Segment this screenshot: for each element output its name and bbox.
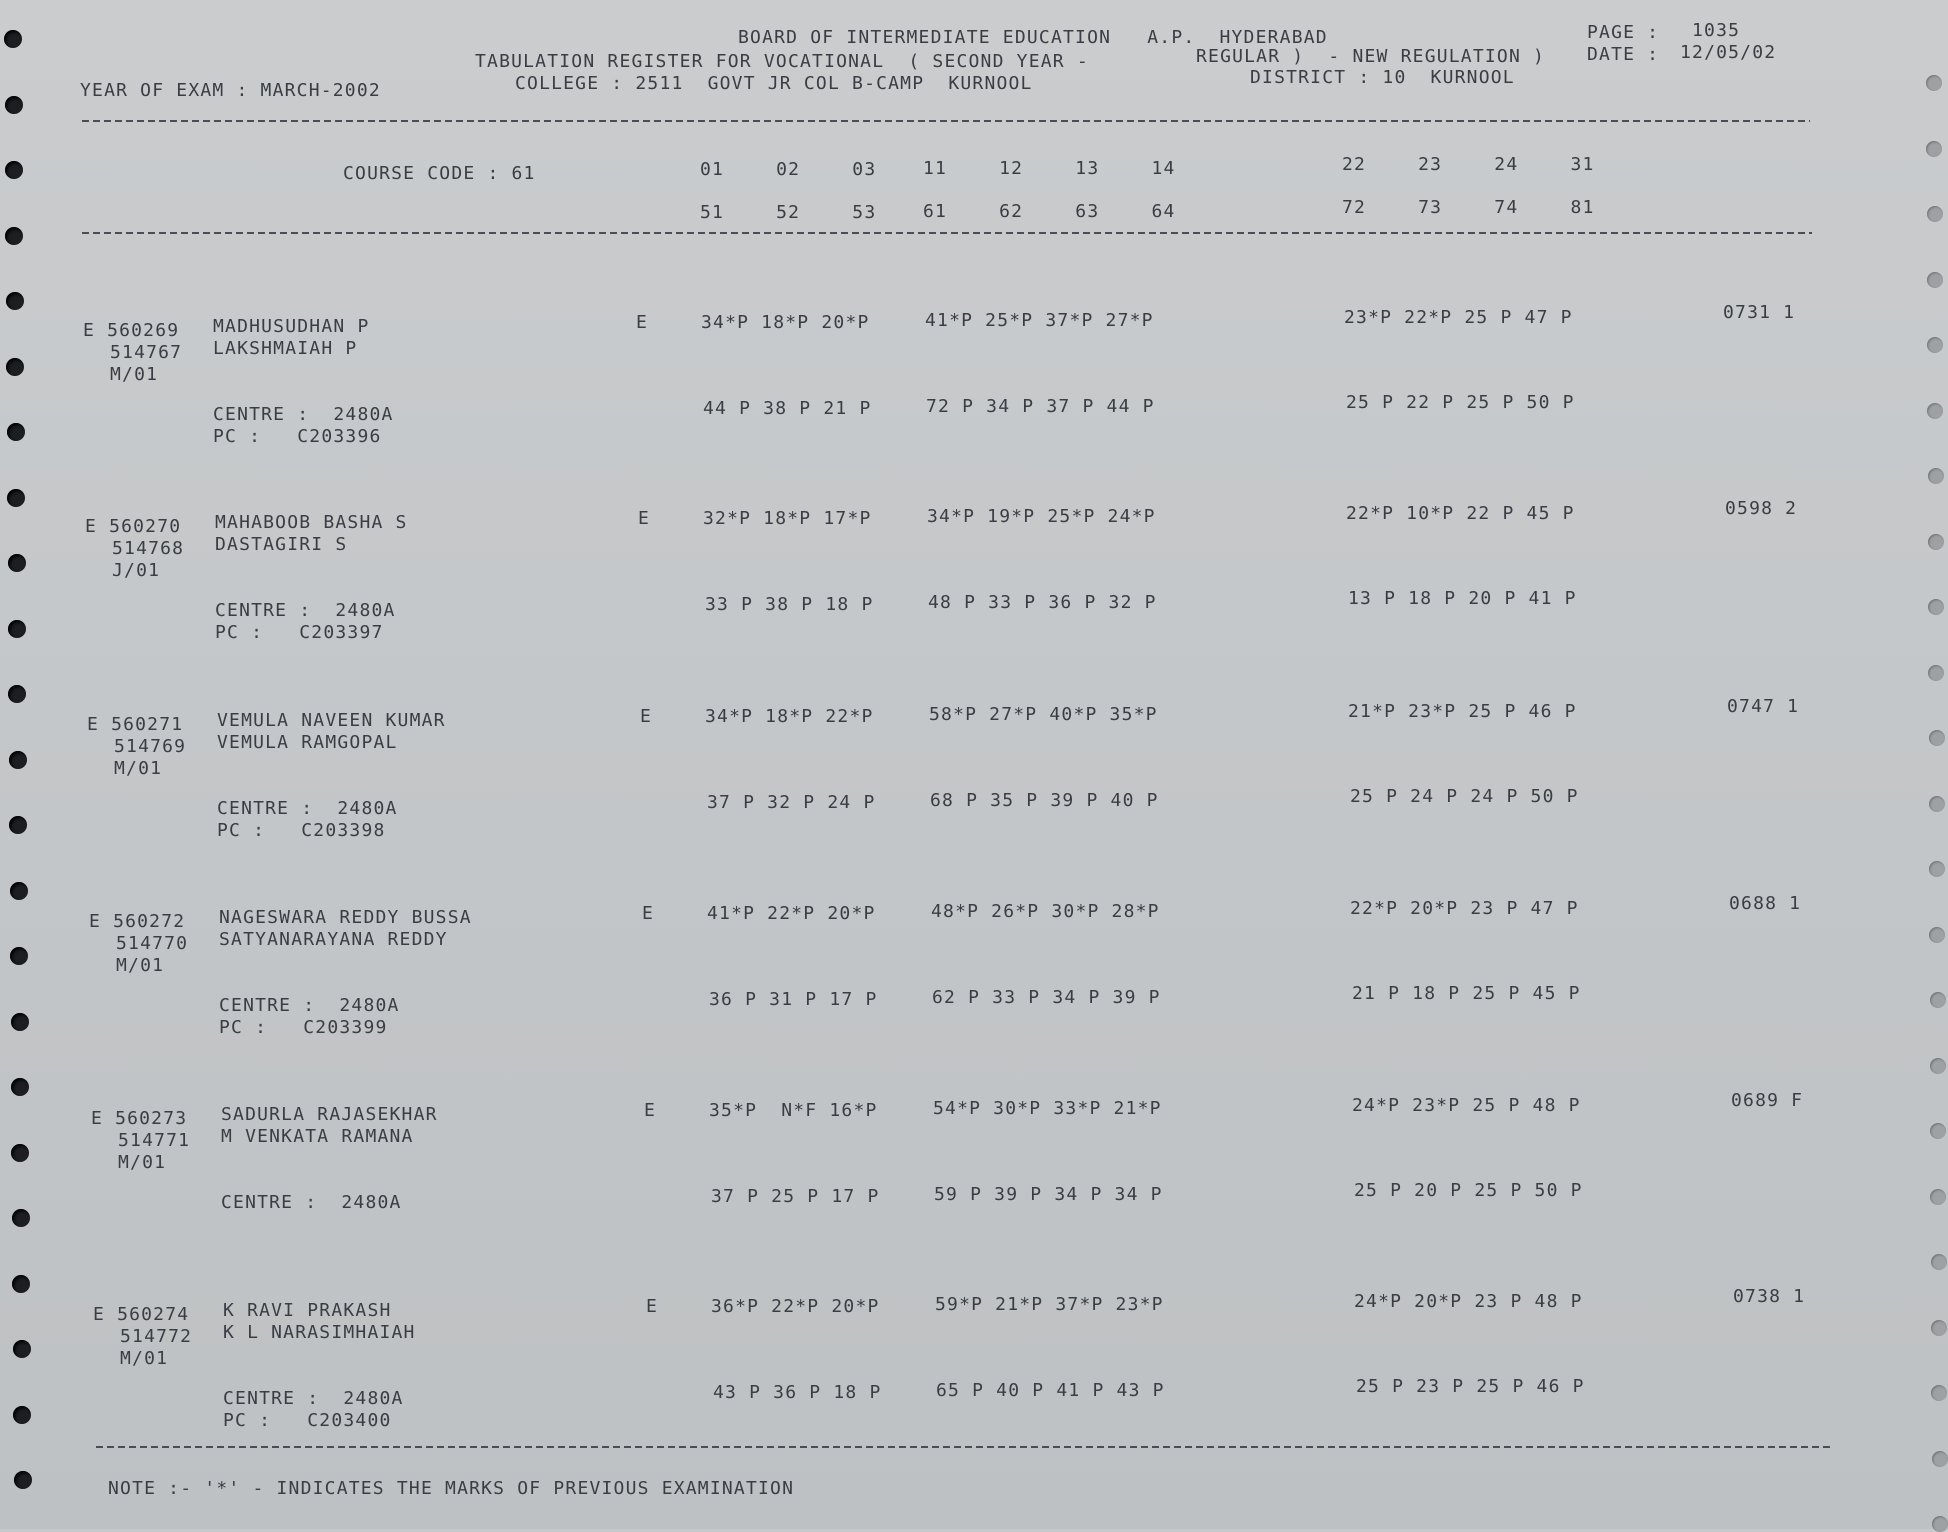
subject-codes-row2-group1: 51 52 53 [700,202,877,223]
feed-hole [6,292,24,310]
roll-number: E 560270 [85,516,182,537]
category-code: M/01 [118,1152,167,1173]
centre-code: CENTRE : 2480A [217,798,398,819]
divider-bottom [96,1446,1834,1448]
marks-row2-group1: 36 P 31 P 17 P [709,989,878,1010]
centre-code: CENTRE : 2480A [215,600,396,621]
category-code: J/01 [112,560,161,581]
medium-code: E [646,1296,659,1317]
marks-row1-group1: 41*P 22*P 20*P [707,903,876,924]
roll-number: E 560272 [89,911,186,932]
page-label: PAGE : [1587,22,1660,43]
medium-code: E [644,1100,657,1121]
medium-code: E [638,508,651,529]
marks-row1-group1: 32*P 18*P 17*P [703,508,872,529]
student-record [0,696,1948,900]
marks-row2-group3: 25 P 20 P 25 P 50 P [1354,1180,1583,1201]
marks-row1-group1: 34*P 18*P 20*P [701,312,870,333]
district-name: DISTRICT : 10 KURNOOL [1250,67,1515,88]
subject-codes-row1-group2: 11 12 13 14 [923,158,1176,179]
marks-row2-group2: 48 P 33 P 36 P 32 P [928,592,1157,613]
marks-row2-group2: 65 P 40 P 41 P 43 P [936,1380,1165,1401]
category-code: M/01 [114,758,163,779]
pc-number: PC : C203400 [223,1410,392,1431]
subject-codes-row2-group3: 72 73 74 81 [1342,197,1595,218]
marks-row1-group2: 58*P 27*P 40*P 35*P [929,704,1158,725]
reference-number: 514768 [112,538,185,559]
marks-row2-group2: 59 P 39 P 34 P 34 P [934,1184,1163,1205]
roll-number: E 560274 [93,1304,190,1325]
marks-row2-group1: 37 P 32 P 24 P [707,792,876,813]
subject-codes-row1-group3: 22 23 24 31 [1342,154,1595,175]
date-label: DATE : [1587,44,1660,65]
feed-hole [1927,272,1943,288]
pc-number: PC : C203399 [219,1017,388,1038]
centre-code: CENTRE : 2480A [219,995,400,1016]
marks-row2-group1: 44 P 38 P 21 P [703,398,872,419]
divider-course [82,232,1812,234]
reference-number: 514767 [110,342,183,363]
marks-row1-group3: 22*P 20*P 23 P 47 P [1350,898,1579,919]
category-code: M/01 [120,1348,169,1369]
student-record [0,1090,1948,1294]
feed-hole [1932,1516,1948,1532]
register-title: TABULATION REGISTER FOR VOCATIONAL ( SECOND YEAR - [475,51,1089,72]
total-and-result: 0688 1 [1729,893,1802,914]
marks-row1-group3: 22*P 10*P 22 P 45 P [1346,503,1575,524]
roll-number: E 560273 [91,1108,188,1129]
roll-number: E 560269 [83,320,180,341]
candidate-name: MAHABOOB BASHA S [215,512,408,533]
roll-number: E 560271 [87,714,184,735]
centre-code: CENTRE : 2480A [221,1192,402,1213]
total-and-result: 0598 2 [1725,498,1798,519]
student-record [0,498,1948,702]
regulation-text: REGULAR ) - NEW REGULATION ) [1196,46,1546,67]
marks-row1-group2: 48*P 26*P 30*P 28*P [931,901,1160,922]
candidate-name: SADURLA RAJASEKHAR [221,1104,438,1125]
marks-row2-group3: 25 P 22 P 25 P 50 P [1346,392,1575,413]
reference-number: 514772 [120,1326,193,1347]
category-code: M/01 [116,955,165,976]
feed-hole [5,161,23,179]
centre-code: CENTRE : 2480A [223,1388,404,1409]
medium-code: E [640,706,653,727]
course-code: COURSE CODE : 61 [343,163,536,184]
category-code: M/01 [110,364,159,385]
page-number: 1035 [1692,20,1741,41]
candidate-name: NAGESWARA REDDY BUSSA [219,907,472,928]
divider-top [82,120,1810,122]
feed-hole [5,96,23,114]
footnote: NOTE :- '*' - INDICATES THE MARKS OF PREVIOUS EXAMINATION [108,1478,795,1499]
father-name: LAKSHMAIAH P [213,338,358,359]
medium-code: E [636,312,649,333]
student-record [0,1286,1948,1490]
feed-hole [1926,75,1942,91]
father-name: K L NARASIMHAIAH [223,1322,416,1343]
board-title: BOARD OF INTERMEDIATE EDUCATION A.P. HYDERABAD [738,27,1328,48]
student-record [0,302,1948,506]
pc-number: PC : C203398 [217,820,386,841]
marks-row1-group3: 24*P 23*P 25 P 48 P [1352,1095,1581,1116]
feed-hole [5,227,23,245]
feed-hole [1927,206,1943,222]
marks-row2-group3: 25 P 24 P 24 P 50 P [1350,786,1579,807]
student-record [0,893,1948,1097]
marks-row1-group1: 34*P 18*P 22*P [705,706,874,727]
marks-row2-group1: 33 P 38 P 18 P [705,594,874,615]
marks-row1-group2: 59*P 21*P 37*P 23*P [935,1294,1164,1315]
marks-row1-group3: 24*P 20*P 23 P 48 P [1354,1291,1583,1312]
marks-row1-group3: 23*P 22*P 25 P 47 P [1344,307,1573,328]
feed-hole [1926,141,1942,157]
marks-row2-group2: 62 P 33 P 34 P 39 P [932,987,1161,1008]
total-and-result: 0747 1 [1727,696,1800,717]
candidate-name: VEMULA NAVEEN KUMAR [217,710,446,731]
marks-row2-group3: 13 P 18 P 20 P 41 P [1348,588,1577,609]
pc-number: PC : C203396 [213,426,382,447]
marks-row1-group2: 54*P 30*P 33*P 21*P [933,1098,1162,1119]
father-name: M VENKATA RAMANA [221,1126,414,1147]
marks-row1-group3: 21*P 23*P 25 P 46 P [1348,701,1577,722]
father-name: SATYANARAYANA REDDY [219,929,448,950]
marks-row1-group2: 41*P 25*P 37*P 27*P [925,310,1154,331]
reference-number: 514771 [118,1130,191,1151]
candidate-name: MADHUSUDHAN P [213,316,370,337]
marks-row1-group1: 35*P N*F 16*P [709,1100,878,1121]
year-of-exam: YEAR OF EXAM : MARCH-2002 [80,80,381,101]
college-name: COLLEGE : 2511 GOVT JR COL B-CAMP KURNOOL [515,73,1033,94]
pc-number: PC : C203397 [215,622,384,643]
marks-row1-group1: 36*P 22*P 20*P [711,1296,880,1317]
reference-number: 514770 [116,933,189,954]
reference-number: 514769 [114,736,187,757]
total-and-result: 0731 1 [1723,302,1796,323]
marks-row1-group2: 34*P 19*P 25*P 24*P [927,506,1156,527]
marks-row2-group2: 72 P 34 P 37 P 44 P [926,396,1155,417]
subject-codes-row2-group2: 61 62 63 64 [923,201,1176,222]
total-and-result: 0689 F [1731,1090,1804,1111]
subject-codes-row1-group1: 01 02 03 [700,159,877,180]
feed-hole [4,30,22,48]
marks-row2-group2: 68 P 35 P 39 P 40 P [930,790,1159,811]
date-value: 12/05/02 [1680,42,1777,63]
total-and-result: 0738 1 [1733,1286,1806,1307]
marks-row2-group1: 43 P 36 P 18 P [713,1382,882,1403]
candidate-name: K RAVI PRAKASH [223,1300,392,1321]
marks-row2-group1: 37 P 25 P 17 P [711,1186,880,1207]
centre-code: CENTRE : 2480A [213,404,394,425]
father-name: DASTAGIRI S [215,534,348,555]
father-name: VEMULA RAMGOPAL [217,732,398,753]
medium-code: E [642,903,655,924]
marks-row2-group3: 21 P 18 P 25 P 45 P [1352,983,1581,1004]
marks-row2-group3: 25 P 23 P 25 P 46 P [1356,1376,1585,1397]
